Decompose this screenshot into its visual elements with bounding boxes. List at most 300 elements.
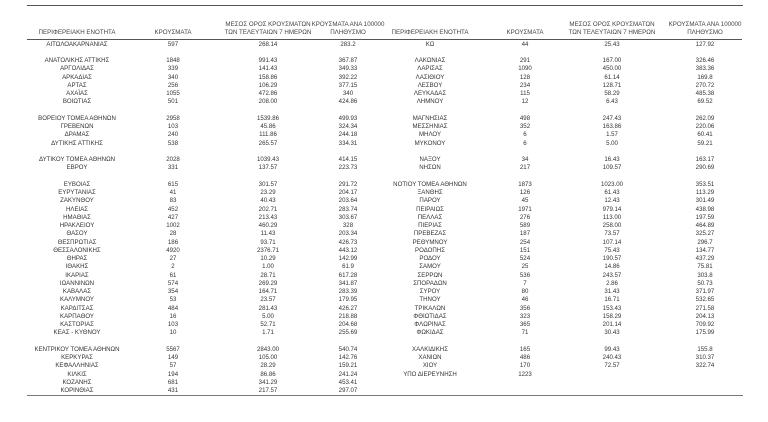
cases-cell: 2028 xyxy=(166,156,180,163)
cases-cell: 5567 xyxy=(166,345,180,353)
region-cell: ΡΟΔΟΥ xyxy=(419,255,441,262)
avg7-cell: 86.86 xyxy=(260,370,276,378)
cases-cell: 7 xyxy=(523,279,527,287)
region-cell: ΛΗΜΝΟΥ xyxy=(416,98,444,106)
avg7-cell: 5.00 xyxy=(606,139,618,147)
avg7-cell: 111.86 xyxy=(259,131,277,139)
cases-cell: 1223 xyxy=(518,370,532,378)
region-cell: ΚΑΡΠΑΘΟΥ xyxy=(60,312,94,320)
avg7-cell: 269.29 xyxy=(258,279,278,287)
region-cell: ΘΕΣΠΡΩΤΙΑΣ xyxy=(57,238,97,246)
cases-cell: 323 xyxy=(519,312,531,320)
region-cell: ΚΑΡΔΙΤΣΑΣ xyxy=(60,304,94,312)
header-per100k-line2: ΠΛΗΘΥΣΜΟ xyxy=(330,29,366,36)
region-cell: ΕΥΒΟΙΑΣ xyxy=(63,180,91,188)
region-cell: ΛΑΣΙΘΙΟΥ xyxy=(415,73,445,81)
region-cell: ΚΟΡΙΝΘΙΑΣ xyxy=(60,387,94,394)
per100k-cell: 303.8 xyxy=(697,271,713,279)
per100k-cell: 328 xyxy=(342,222,354,229)
avg7-cell: 281.43 xyxy=(258,304,278,312)
avg7-cell: 2843.00 xyxy=(256,345,280,353)
region-cell: ΞΑΝΘΗΣ xyxy=(417,189,443,196)
per100k-cell: 485.38 xyxy=(695,90,715,97)
avg7-cell: 105.00 xyxy=(258,354,278,361)
region-cell: ΡΟΔΟΠΗΣ xyxy=(415,246,445,254)
avg7-cell: 991.43 xyxy=(258,57,278,64)
avg7-cell: 106.29 xyxy=(258,81,278,89)
per100k-cell: 414.15 xyxy=(338,156,358,163)
avg7-cell: 31.43 xyxy=(604,288,620,295)
avg7-cell: 25.43 xyxy=(604,40,620,48)
per100k-cell: 142.76 xyxy=(338,354,358,361)
avg7-cell: 301.57 xyxy=(258,180,278,188)
cases-cell: 501 xyxy=(167,98,179,106)
header-region: ΠΕΡΙΦΕΡΕΙΑΚΗ ΕΝΟΤΗΤΑ xyxy=(38,29,116,36)
region-cell: ΧΙΟΥ xyxy=(422,362,438,370)
region-cell: ΑΡΤΑΣ xyxy=(67,81,87,89)
avg7-cell: 75.43 xyxy=(604,246,620,254)
region-cell: ΚΕΑΣ - ΚΥΘΝΟΥ xyxy=(53,329,101,337)
per100k-cell: 50.73 xyxy=(697,279,713,287)
region-cell: ΣΥΡΟΥ xyxy=(419,288,441,295)
per100k-cell: 377.15 xyxy=(338,81,358,89)
region-cell: ΚΑΛΥΜΝΟΥ xyxy=(60,296,94,304)
region-cell: ΦΘΙΩΤΙΔΑΣ xyxy=(413,312,447,320)
cases-cell: 681 xyxy=(167,378,179,386)
cases-cell: 27 xyxy=(169,255,177,262)
per100k-cell: 113.29 xyxy=(695,189,715,196)
cases-cell: 6 xyxy=(523,131,527,139)
region-cell: ΠΙΕΡΙΑΣ xyxy=(418,222,442,229)
per100k-cell: 169.8 xyxy=(697,73,713,81)
region-cell: ΕΥΡΥΤΑΝΙΑΣ xyxy=(58,189,96,196)
region-cell: ΚΟΖΑΝΗΣ xyxy=(62,378,92,386)
avg7-cell: 258.00 xyxy=(602,222,622,229)
cases-cell: 597 xyxy=(167,40,179,48)
per100k-cell: 69.52 xyxy=(697,98,713,106)
region-cell: ΛΕΣΒΟΥ xyxy=(417,81,443,89)
avg7-cell: 61.14 xyxy=(604,73,620,81)
avg7-cell: 153.43 xyxy=(602,304,622,312)
per100k-cell: 392.22 xyxy=(338,73,358,81)
cases-cell: 61 xyxy=(169,271,177,279)
avg7-cell: 201.14 xyxy=(602,321,622,328)
avg7-cell: 1039.43 xyxy=(256,156,280,163)
region-cell: ΔΥΤΙΚΗΣ ΑΤΤΙΚΗΣ xyxy=(51,139,103,147)
per100k-cell: 438.98 xyxy=(695,205,715,213)
per100k-cell: 159.21 xyxy=(338,362,358,370)
region-cell: ΜΥΚΟΝΟΥ xyxy=(414,139,446,147)
region-cell: ΝΗΣΩΝ xyxy=(419,164,441,172)
avg7-cell: 190.57 xyxy=(602,255,622,262)
cases-cell: 1848 xyxy=(166,57,180,64)
region-cell: ΕΒΡΟΥ xyxy=(66,164,88,172)
cases-cell: 46 xyxy=(521,296,529,304)
cases-cell: 115 xyxy=(520,90,530,97)
avg7-cell: 93.71 xyxy=(260,238,276,246)
avg7-cell: 341.29 xyxy=(258,378,278,386)
region-cell: ΑΝΑΤΟΛΙΚΗΣ ΑΤΤΙΚΗΣ xyxy=(44,57,110,64)
per100k-cell: 283.2 xyxy=(340,40,356,48)
per100k-cell: 341.87 xyxy=(338,279,358,287)
per100k-cell: 75.81 xyxy=(697,263,713,271)
cases-cell: 80 xyxy=(521,288,529,295)
per100k-cell: 134.77 xyxy=(695,246,715,254)
per100k-cell: 301.49 xyxy=(695,197,715,205)
per100k-cell: 142.99 xyxy=(338,255,358,262)
cases-cell: 427 xyxy=(167,213,179,221)
region-cell: ΗΛΕΙΑΣ xyxy=(65,205,89,213)
per100k-cell: 283.74 xyxy=(338,205,358,213)
per100k-cell: 203.64 xyxy=(338,197,358,205)
cases-cell: 331 xyxy=(167,164,179,172)
avg7-cell: 247.43 xyxy=(602,114,622,122)
region-cell: ΦΛΩΡΙΝΑΣ xyxy=(414,321,446,328)
per100k-cell: 464.89 xyxy=(695,222,715,229)
per100k-cell: 220.06 xyxy=(695,123,715,130)
per100k-cell: 203.34 xyxy=(338,230,358,238)
per100k-cell: 61.9 xyxy=(342,263,354,271)
avg7-cell: 113.00 xyxy=(602,213,622,221)
avg7-cell: 1.57 xyxy=(606,131,618,139)
cases-cell: 234 xyxy=(519,81,531,89)
avg7-cell: 23.29 xyxy=(260,189,276,196)
per100k-cell: 60.41 xyxy=(697,131,713,139)
avg7-cell: 167.00 xyxy=(602,57,622,64)
cases-cell: 103 xyxy=(167,123,179,130)
cases-cell: 538 xyxy=(167,139,179,147)
header-underline xyxy=(384,39,742,40)
cases-cell: 352 xyxy=(519,123,531,130)
cases-cell: 1971 xyxy=(518,205,532,213)
avg7-cell: 72.57 xyxy=(604,362,620,370)
cases-cell: 1873 xyxy=(518,180,532,188)
region-cell: ΜΑΓΝΗΣΙΑΣ xyxy=(412,114,448,122)
cases-cell: 57 xyxy=(169,362,177,370)
avg7-cell: 460.29 xyxy=(258,222,278,229)
header-avg-line1: ΜΕΣΟΣ ΟΡΟΣ ΚΡΟΥΣΜΑΤΩΝ xyxy=(225,21,311,28)
per100k-cell: 59.21 xyxy=(697,139,713,147)
avg7-cell: 14.86 xyxy=(604,263,620,271)
cases-cell: 4920 xyxy=(166,246,180,254)
header-avg-line2: ΤΩΝ ΤΕΛΕΥΤΑΙΩΝ 7 ΗΜΕΡΩΝ xyxy=(568,29,656,36)
cases-cell: 574 xyxy=(167,279,179,287)
per100k-cell: 353.51 xyxy=(695,180,715,188)
avg7-cell: 16.71 xyxy=(604,296,620,304)
cases-cell: 498 xyxy=(519,114,531,122)
region-cell: ΚΑΣΤΟΡΙΑΣ xyxy=(60,321,94,328)
per100k-cell: 540.74 xyxy=(338,345,358,353)
avg7-cell: 58.29 xyxy=(604,90,620,97)
avg7-cell: 164.71 xyxy=(258,288,278,295)
per100k-cell: 204.68 xyxy=(338,321,358,328)
avg7-cell: 2376.71 xyxy=(256,246,280,254)
per100k-cell: 163.17 xyxy=(695,156,715,163)
per100k-cell: 349.33 xyxy=(338,65,358,73)
avg7-cell: 158.86 xyxy=(258,73,278,81)
region-cell: ΔΥΤΙΚΟΥ ΤΟΜΕΑ ΑΘΗΝΩΝ xyxy=(38,156,116,163)
cases-cell: 126 xyxy=(519,189,531,196)
header-region: ΠΕΡΙΦΕΡΕΙΑΚΗ ΕΝΟΤΗΤΑ xyxy=(391,29,469,36)
avg7-cell: 16.43 xyxy=(604,156,620,163)
region-cell: ΣΕΡΡΩΝ xyxy=(417,271,443,279)
cases-cell: 589 xyxy=(519,222,531,229)
region-cell: ΘΕΣΣΑΛΟΝΙΚΗΣ xyxy=(53,246,101,254)
avg7-cell: 11.43 xyxy=(260,230,276,238)
avg7-cell: 12.43 xyxy=(604,197,620,205)
avg7-cell: 979.14 xyxy=(602,205,622,213)
cases-cell: 254 xyxy=(519,238,531,246)
cases-cell: 53 xyxy=(169,296,177,304)
region-cell: ΧΑΝΙΩΝ xyxy=(418,354,442,361)
cases-cell: 240 xyxy=(167,131,179,139)
region-cell: ΡΕΘΥΜΝΟΥ xyxy=(412,238,448,246)
cases-cell: 12 xyxy=(521,98,529,106)
cases-cell: 217 xyxy=(519,164,531,172)
cases-cell: 128 xyxy=(519,73,531,81)
header-avg-line2: ΤΩΝ ΤΕΛΕΥΤΑΙΩΝ 7 ΗΜΕΡΩΝ xyxy=(224,29,312,36)
cases-cell: 291 xyxy=(519,57,531,64)
region-cell: ΣΑΜΟΥ xyxy=(419,263,441,271)
cases-cell: 34 xyxy=(521,156,529,163)
region-cell: ΚΕΦΑΛΛΗΝΙΑΣ xyxy=(55,362,99,370)
cases-cell: 44 xyxy=(521,40,529,48)
per100k-cell: 262.09 xyxy=(695,114,715,122)
cases-cell: 431 xyxy=(167,387,179,394)
cases-cell: 149 xyxy=(167,354,179,361)
cases-cell: 45 xyxy=(521,197,529,205)
cases-cell: 356 xyxy=(519,304,531,312)
avg7-cell: 1.00 xyxy=(262,263,274,271)
cases-cell: 452 xyxy=(167,205,179,213)
region-cell: ΒΟΙΩΤΙΑΣ xyxy=(62,98,92,106)
avg7-cell: 265.57 xyxy=(258,139,278,147)
avg7-cell: 472.86 xyxy=(258,90,278,97)
avg7-cell: 208.00 xyxy=(258,98,278,106)
per100k-cell: 204.13 xyxy=(695,312,715,320)
avg7-cell: 163.86 xyxy=(602,123,622,130)
avg7-cell: 109.57 xyxy=(602,164,622,172)
per100k-cell: 155.8 xyxy=(697,345,713,353)
per100k-cell: 270.72 xyxy=(695,81,715,89)
region-cell: ΚΑΒΑΛΑΣ xyxy=(62,288,92,295)
region-cell: ΓΡΕΒΕΝΩΝ xyxy=(60,123,94,130)
cases-cell: 165 xyxy=(519,345,531,353)
per100k-cell: 244.18 xyxy=(338,131,358,139)
per100k-cell: 334.31 xyxy=(338,139,358,147)
per100k-cell: 371.97 xyxy=(695,288,715,295)
region-cell: ΜΗΛΟΥ xyxy=(418,131,442,139)
per100k-cell: 424.86 xyxy=(338,98,358,106)
per100k-cell: 310.37 xyxy=(695,354,715,361)
per100k-cell: 255.69 xyxy=(338,329,358,337)
per100k-cell: 499.93 xyxy=(338,114,358,122)
region-cell: ΑΙΤΩΛΟΑΚΑΡΝΑΝΙΑΣ xyxy=(46,40,108,48)
per100k-cell: 297.07 xyxy=(338,387,358,394)
per100k-cell: 179.95 xyxy=(338,296,358,304)
region-cell: ΠΑΡΟΥ xyxy=(419,197,441,205)
cases-cell: 1002 xyxy=(166,222,180,229)
cases-cell: 187 xyxy=(519,230,531,238)
avg7-cell: 61.43 xyxy=(604,189,620,196)
per100k-cell: 325.27 xyxy=(695,230,715,238)
region-cell: ΚΙΛΚΙΣ xyxy=(67,370,87,378)
cases-cell: 170 xyxy=(519,362,531,370)
cases-cell: 2958 xyxy=(166,114,180,122)
avg7-cell: 243.57 xyxy=(602,271,622,279)
region-cell: ΜΕΣΣΗΝΙΑΣ xyxy=(412,123,448,130)
per100k-cell: 322.74 xyxy=(695,362,715,370)
per100k-cell: 303.67 xyxy=(338,213,358,221)
per100k-cell: 283.39 xyxy=(338,288,358,295)
avg7-cell: 213.43 xyxy=(258,213,278,221)
region-cell: ΠΕΙΡΑΙΩΣ xyxy=(416,205,444,213)
avg7-cell: 28.29 xyxy=(260,362,276,370)
region-cell: ΛΑΚΩΝΙΑΣ xyxy=(414,57,446,64)
region-cell: ΚΕΡΚΥΡΑΣ xyxy=(61,354,93,361)
avg7-cell: 10.29 xyxy=(260,255,276,262)
cases-cell: 484 xyxy=(167,304,179,312)
avg7-cell: 268.14 xyxy=(258,40,278,48)
region-cell: ΘΑΣΟΥ xyxy=(66,230,88,238)
per100k-cell: 426.73 xyxy=(338,238,358,246)
avg7-cell: 158.29 xyxy=(602,312,622,320)
avg7-cell: 137.57 xyxy=(258,164,278,172)
avg7-cell: 73.57 xyxy=(604,230,620,238)
region-cell: ΠΕΛΛΑΣ xyxy=(417,213,443,221)
cases-cell: 41 xyxy=(169,189,177,196)
avg7-cell: 217.57 xyxy=(258,387,278,394)
region-cell: ΑΡΚΑΔΙΑΣ xyxy=(62,73,92,81)
per100k-cell: 326.46 xyxy=(695,57,715,64)
region-cell: ΦΩΚΙΔΑΣ xyxy=(416,329,444,337)
per100k-cell: 453.41 xyxy=(338,378,358,386)
bottom-rule xyxy=(27,395,743,396)
avg7-cell: 23.57 xyxy=(260,296,276,304)
region-cell: ΤΡΙΚΑΛΩΝ xyxy=(414,304,446,312)
per100k-cell: 383.36 xyxy=(695,65,715,73)
region-cell: ΚΕΝΤΡΙΚΟΥ ΤΟΜΕΑ ΑΘΗΝΩΝ xyxy=(34,345,120,353)
per100k-cell: 367.87 xyxy=(338,57,358,64)
per100k-cell: 271.58 xyxy=(695,304,715,312)
per100k-cell: 443.12 xyxy=(338,246,358,254)
avg7-cell: 28.71 xyxy=(260,271,276,279)
cases-cell: 83 xyxy=(169,197,177,205)
region-cell: ΛΕΥΚΑΔΑΣ xyxy=(413,90,447,97)
cases-cell: 194 xyxy=(167,370,179,378)
per100k-cell: 437.29 xyxy=(695,255,715,262)
cases-cell: 186 xyxy=(167,238,179,246)
cases-cell: 151 xyxy=(519,246,531,254)
region-cell: ΧΑΛΚΙΔΙΚΗΣ xyxy=(412,345,448,353)
per100k-cell: 340 xyxy=(342,90,354,97)
per100k-cell: 197.59 xyxy=(695,213,715,221)
cases-cell: 536 xyxy=(519,271,531,279)
cases-cell: 339 xyxy=(167,65,179,73)
per100k-cell: 617.28 xyxy=(338,271,358,279)
header-cases: ΚΡΟΥΣΜΑΤΑ xyxy=(154,29,192,36)
cases-cell: 25 xyxy=(521,263,529,271)
region-cell: ΣΠΟΡΑΔΩΝ xyxy=(413,279,447,287)
header-cases: ΚΡΟΥΣΜΑΤΑ xyxy=(506,29,544,36)
avg7-cell: 52.71 xyxy=(260,321,276,328)
region-cell: ΘΗΡΑΣ xyxy=(66,255,88,262)
cases-cell: 340 xyxy=(167,73,179,81)
region-cell: ΚΩ xyxy=(425,40,435,48)
avg7-cell: 1023.00 xyxy=(600,180,624,188)
per100k-cell: 241.24 xyxy=(338,370,358,378)
region-cell: ΒΟΡΕΙΟΥ ΤΟΜΕΑ ΑΘΗΝΩΝ xyxy=(38,114,116,122)
avg7-cell: 2.86 xyxy=(606,279,618,287)
region-cell: ΝΑΞΟΥ xyxy=(419,156,441,163)
region-cell: ΔΡΑΜΑΣ xyxy=(64,131,90,139)
per100k-cell: 324.34 xyxy=(338,123,358,130)
cases-cell: 276 xyxy=(519,213,531,221)
avg7-cell: 141.43 xyxy=(258,65,278,73)
cases-cell: 2 xyxy=(171,263,175,271)
avg7-cell: 1539.86 xyxy=(256,114,280,122)
cases-cell: 256 xyxy=(167,81,179,89)
cases-cell: 354 xyxy=(167,288,179,295)
avg7-cell: 450.00 xyxy=(602,65,622,73)
cases-cell: 10 xyxy=(169,329,177,337)
header-per100k-line2: ΠΛΗΘΥΣΜΟ xyxy=(687,29,723,36)
cases-cell: 615 xyxy=(167,180,179,188)
region-cell: ΙΚΑΡΙΑΣ xyxy=(65,271,89,279)
cases-cell: 16 xyxy=(169,312,177,320)
avg7-cell: 40.43 xyxy=(260,197,276,205)
cases-cell: 486 xyxy=(519,354,531,361)
per100k-cell: 290.69 xyxy=(695,164,715,172)
top-rule xyxy=(27,5,743,6)
avg7-cell: 107.14 xyxy=(602,238,622,246)
avg7-cell: 5.00 xyxy=(262,312,274,320)
header-per100k-line1: ΚΡΟΥΣΜΑΤΑ ΑΝΑ 100000 xyxy=(311,21,385,28)
region-cell: ΑΡΓΟΛΙΔΑΣ xyxy=(60,65,94,73)
cases-cell: 6 xyxy=(523,139,527,147)
cases-cell: 1055 xyxy=(166,90,180,97)
region-cell: ΤΗΝΟΥ xyxy=(419,296,441,304)
avg7-cell: 202.71 xyxy=(258,205,278,213)
per100k-cell: 204.17 xyxy=(338,189,358,196)
region-cell: ΙΘΑΚΗΣ xyxy=(65,263,89,271)
avg7-cell: 30.43 xyxy=(604,329,620,337)
region-cell: ΝΟΤΙΟΥ ΤΟΜΕΑ ΑΘΗΝΩΝ xyxy=(393,180,467,188)
cases-cell: 1090 xyxy=(518,65,532,73)
avg7-cell: 128.71 xyxy=(602,81,622,89)
region-cell: ΛΑΡΙΣΑΣ xyxy=(417,65,443,73)
per100k-cell: 291.72 xyxy=(338,180,358,188)
region-cell: ΖΑΚΥΝΘΟΥ xyxy=(60,197,94,205)
cases-cell: 71 xyxy=(521,329,529,337)
cases-cell: 28 xyxy=(169,230,177,238)
per100k-cell: 296.7 xyxy=(697,238,713,246)
per100k-cell: 532.65 xyxy=(695,296,715,304)
avg7-cell: 45.86 xyxy=(260,123,276,130)
region-cell: ΗΜΑΘΙΑΣ xyxy=(63,213,91,221)
per100k-cell: 127.92 xyxy=(695,40,715,48)
avg7-cell: 99.43 xyxy=(604,345,620,353)
avg7-cell: 240.43 xyxy=(602,354,622,361)
cases-cell: 365 xyxy=(519,321,531,328)
region-cell: ΑΧΑΪΑΣ xyxy=(66,90,88,97)
per100k-cell: 218.88 xyxy=(338,312,358,320)
header-avg-line1: ΜΕΣΟΣ ΟΡΟΣ ΚΡΟΥΣΜΑΤΩΝ xyxy=(569,21,655,28)
avg7-cell: 6.43 xyxy=(606,98,618,106)
avg7-cell: 1.71 xyxy=(262,329,274,337)
per100k-cell: 709.92 xyxy=(695,321,715,328)
header-per100k-line1: ΚΡΟΥΣΜΑΤΑ ΑΝΑ 100000 xyxy=(668,21,742,28)
